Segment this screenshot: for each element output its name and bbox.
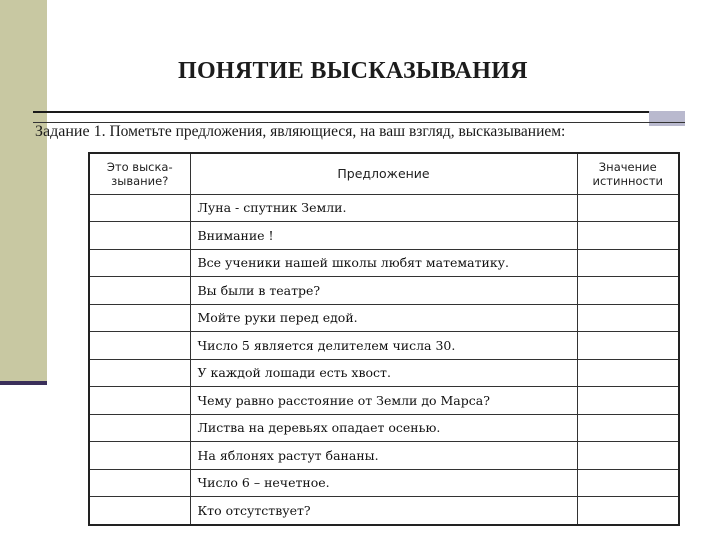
sentence-cell: Кто отсутствует?: [190, 497, 577, 525]
truth-value-cell[interactable]: [577, 387, 679, 415]
truth-value-cell[interactable]: [577, 194, 679, 222]
is-statement-cell[interactable]: [89, 469, 190, 497]
truth-value-cell[interactable]: [577, 304, 679, 332]
sentence-cell: Число 6 – нечетное.: [190, 469, 577, 497]
is-statement-cell[interactable]: [89, 222, 190, 250]
table-row: [89, 249, 679, 277]
sentence-cell: Мойте руки перед едой.: [190, 304, 577, 332]
table-row: [89, 332, 679, 360]
header-truth-value: [577, 153, 679, 194]
task-number: Задание 1.: [35, 123, 106, 140]
is-statement-cell[interactable]: [89, 414, 190, 442]
truth-value-cell[interactable]: [577, 332, 679, 360]
header-truth-value-line2: истинности: [592, 173, 664, 188]
is-statement-cell[interactable]: [89, 387, 190, 415]
is-statement-cell[interactable]: [89, 497, 190, 525]
sentence-cell: Листва на деревьях опадает осенью.: [190, 414, 577, 442]
statements-table: [88, 152, 680, 526]
truth-value-cell[interactable]: [577, 277, 679, 305]
header-is-statement-line2: зывание?: [111, 173, 169, 188]
is-statement-cell[interactable]: [89, 277, 190, 305]
table-row: [89, 277, 679, 305]
truth-value-cell[interactable]: [577, 414, 679, 442]
truth-value-cell[interactable]: [577, 442, 679, 470]
table-row: [89, 469, 679, 497]
truth-value-cell[interactable]: [577, 249, 679, 277]
truth-value-cell[interactable]: [577, 359, 679, 387]
is-statement-cell[interactable]: [89, 332, 190, 360]
header-sentence: Предложение: [190, 153, 577, 194]
sentence-cell: Чему равно расстояние от Земли до Марса?: [190, 387, 577, 415]
truth-value-cell[interactable]: [577, 222, 679, 250]
task-text: Пометьте предложения, являющиеся, на ваш взгляд, высказыванием:: [105, 123, 566, 140]
title-divider-top: [33, 111, 649, 113]
sentence-cell: Луна - спутник Земли.: [190, 194, 577, 222]
table-header-row: [89, 153, 679, 194]
sentence-cell: На яблонях растут бананы.: [190, 442, 577, 470]
sentence-cell: У каждой лошади есть хвост.: [190, 359, 577, 387]
header-truth-value-line1: Значение: [598, 159, 657, 174]
slide-title: ПОНЯТИЕ ВЫСКАЗЫВАНИЯ: [178, 58, 528, 84]
header-is-statement-line1: Это выска-: [106, 159, 173, 174]
table-row: [89, 442, 679, 470]
table-row: [89, 359, 679, 387]
sentence-cell: Вы были в театре?: [190, 277, 577, 305]
truth-value-cell[interactable]: [577, 497, 679, 525]
sentence-cell: Все ученики нашей школы любят математику.: [190, 249, 577, 277]
is-statement-cell[interactable]: [89, 249, 190, 277]
table-row: [89, 387, 679, 415]
table-row: [89, 414, 679, 442]
table-row: [89, 222, 679, 250]
table-row: [89, 194, 679, 222]
left-band-accent-bar: [0, 381, 47, 385]
truth-value-cell[interactable]: [577, 469, 679, 497]
table-row: [89, 304, 679, 332]
is-statement-cell[interactable]: [89, 304, 190, 332]
table-row: [89, 497, 679, 525]
is-statement-cell[interactable]: [89, 359, 190, 387]
is-statement-cell[interactable]: [89, 194, 190, 222]
sentence-cell: Внимание !: [190, 222, 577, 250]
header-is-statement: [89, 153, 190, 194]
is-statement-cell[interactable]: [89, 442, 190, 470]
title-divider-accent: [649, 111, 685, 126]
sentence-cell: Число 5 является делителем числа 30.: [190, 332, 577, 360]
left-decorative-band: [0, 0, 47, 381]
task-instruction: [35, 123, 565, 141]
